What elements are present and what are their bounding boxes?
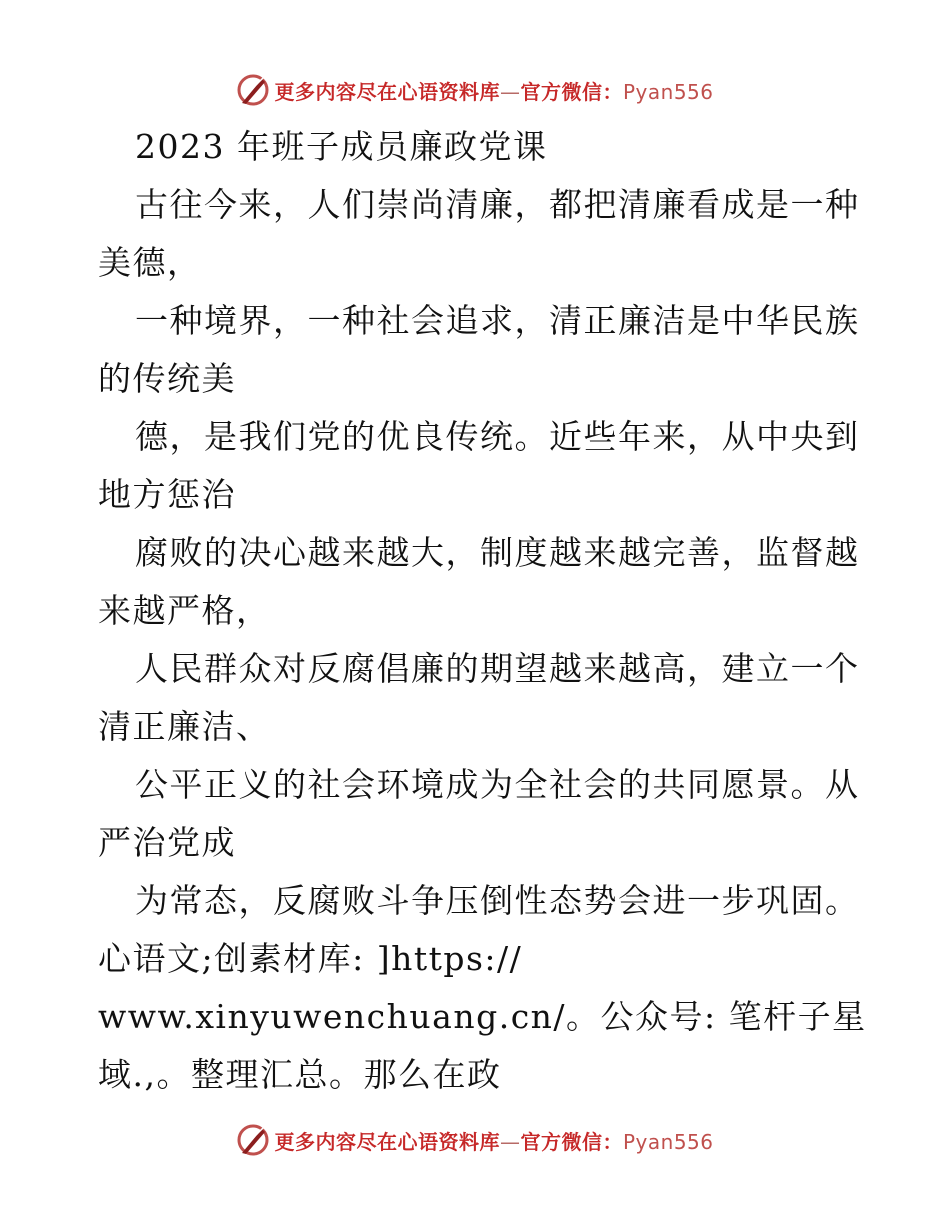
watermark-wechat-id: Pyan556 <box>622 79 714 104</box>
quill-logo-icon <box>236 73 270 107</box>
paragraph-line: 严治党成 <box>98 823 236 862</box>
paragraph-line: 德，是我们党的优良传统。近些年来，从中央到 <box>135 417 860 456</box>
paragraph-line: 美德， <box>98 243 202 282</box>
watermark-brand: 更多内容尽在心语资料库 <box>274 79 500 104</box>
paragraph-line: 心语文;创素材库: ]https:// <box>98 939 523 978</box>
paragraph-line: 古往今来，人们崇尚清廉，都把清廉看成是一种 <box>135 185 860 224</box>
paragraph-line: 域.,。整理汇总。那么在政 <box>98 1055 502 1094</box>
paragraph-line: 清正廉洁、 <box>98 707 271 746</box>
watermark-banner-top <box>0 70 950 110</box>
paragraph-line: 地方惩治 <box>98 475 236 514</box>
watermark-wechat-label: 官方微信： <box>520 79 623 104</box>
paragraph-line: www.xinyuwenchuang.cn/。公众号: 笔杆子星 <box>98 997 867 1036</box>
paragraph-line: 一种境界，一种社会追求，清正廉洁是中华民族 <box>135 301 860 340</box>
watermark-wechat-id: Pyan556 <box>622 1129 714 1154</box>
watermark-banner-bottom <box>0 1120 950 1160</box>
watermark-separator: — <box>499 79 521 104</box>
paragraph-line: 人民群众对反腐倡廉的期望越来越高，建立一个 <box>135 649 860 688</box>
paragraph-line: 来越严格， <box>98 591 271 630</box>
paragraph-line: 公平正义的社会环境成为全社会的共同愿景。从 <box>135 765 860 804</box>
paragraph-line: 为常态，反腐败斗争压倒性态势会进一步巩固。 <box>135 881 860 920</box>
watermark-text <box>274 76 713 105</box>
paragraph-line: 腐败的决心越来越大，制度越来越完善，监督越 <box>135 533 860 572</box>
document-title: 2023 年班子成员廉政党课 <box>135 127 548 166</box>
watermark-text <box>274 1126 713 1155</box>
watermark-wechat-label: 官方微信： <box>520 1129 623 1154</box>
watermark-separator: — <box>499 1129 521 1154</box>
quill-logo-icon <box>236 1123 270 1157</box>
paragraph-line: 的传统美 <box>98 359 236 398</box>
watermark-brand: 更多内容尽在心语资料库 <box>274 1129 500 1154</box>
